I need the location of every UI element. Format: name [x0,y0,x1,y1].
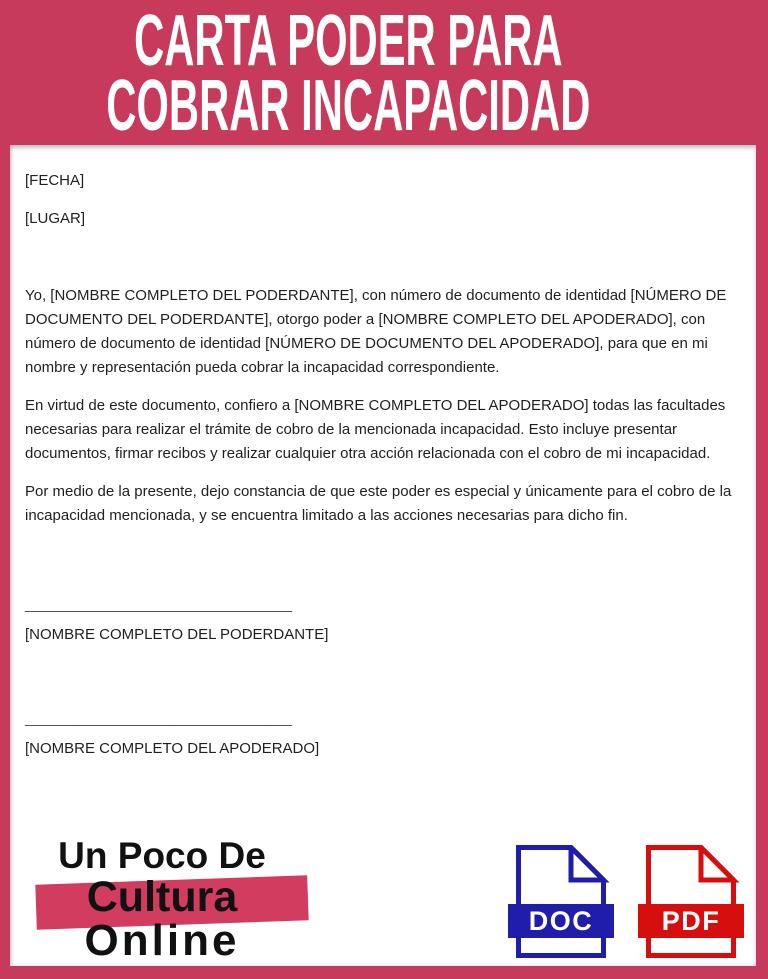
logo-line-1: Un Poco De [58,835,266,876]
fecha-placeholder: [FECHA] [25,172,85,189]
banner [0,0,768,145]
logo-line-3: Online [84,916,240,965]
letter-paragraph-1: Yo, [NOMBRE COMPLETO DEL PODERDANTE], con número de documento de identidad [NÚMERO DE DOCUMENTO DEL PODERDANTE], otorgo poder a [NOMBRE COMPLETO DEL APODERADO], con número de documento de identidad [NÚMERO DE DOCUMENTO DEL APODERADO], para que en mi nombre y representación pueda cobrar la incapacidad correspondiente. [25,287,727,376]
logo-line-2: Cultura [86,873,238,921]
doc-label: DOC [528,906,594,936]
page-title-line-1: CARTA PODER PARA [133,0,563,81]
signature-label-poderdante: [NOMBRE COMPLETO DEL PODERDANTE] [25,626,329,643]
letter-body [10,145,756,761]
pdf-file-icon [638,845,744,958]
brand-logo [38,836,286,964]
signature-label-apoderado: [NOMBRE COMPLETO DEL APODERADO] [25,740,320,757]
pdf-download-button[interactable] [638,845,744,958]
signature-line-poderdante: ________________________________ [25,596,292,613]
doc-download-button[interactable] [508,845,614,958]
letter-paragraph-3: Por medio de la presente, dejo constancia de que este poder es especial y únicamente para el cobro de la incapacidad mencionada, y se encuentra limitado a las acciones necesarias para dicho fin. [25,483,732,524]
doc-file-icon [508,845,614,958]
lugar-placeholder: [LUGAR] [25,210,86,227]
document-page [10,145,756,966]
letter-paragraph-2: En virtud de este documento, confiero a [NOMBRE COMPLETO DEL APODERADO] todas las facultades necesarias para realizar el trámite de cobro de la mencionada incapacidad. Esto incluye presentar documentos, firmar recibos y realizar cualquier otra acción relacionada con el cobro de mi incapacidad. [25,397,726,462]
download-options [508,845,744,958]
page-title-line-2: COBRAR INCAPACIDAD [105,65,591,146]
pdf-label: PDF [661,906,721,936]
signature-line-apoderado: ________________________________ [25,710,292,727]
